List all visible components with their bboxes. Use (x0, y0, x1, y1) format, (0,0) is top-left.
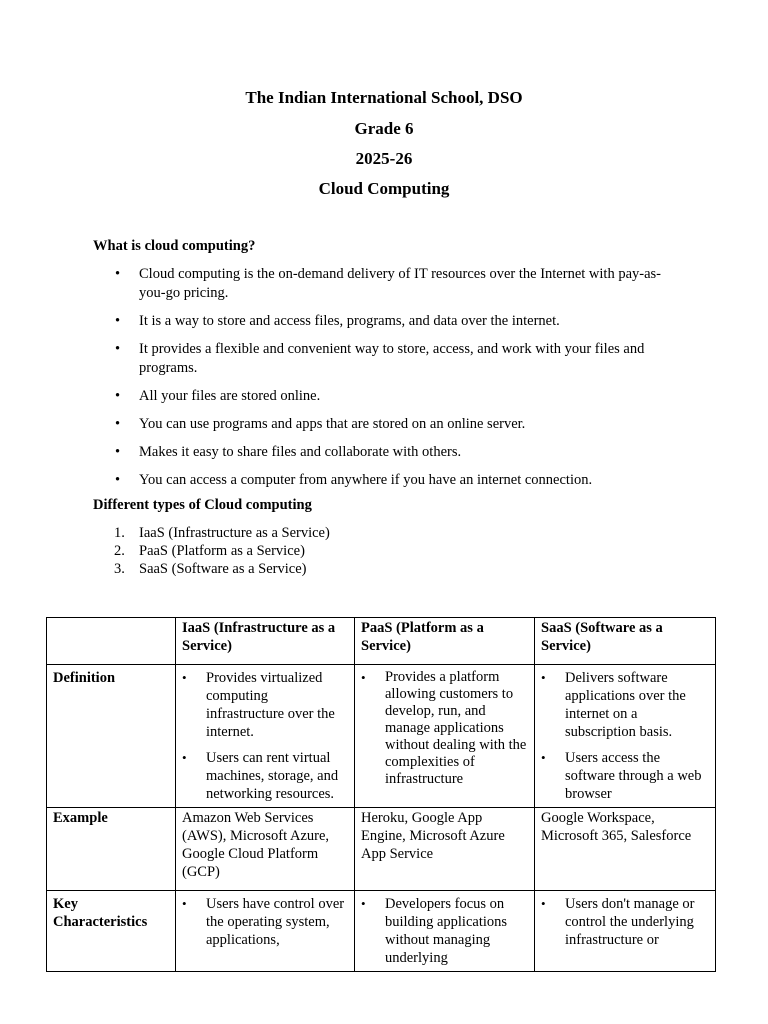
list-item: • Cloud computing is the on-demand delivery of IT resources over the Internet with pay-as-you-go pricing. (115, 266, 661, 301)
list-item: • Provides virtualized computing infrastructure over the internet. (182, 670, 335, 740)
table-row (47, 808, 716, 891)
bullet-icon: • (361, 670, 366, 685)
bullet-icon: • (541, 896, 546, 911)
year-title: 2025-26 (355, 149, 413, 168)
list-item: • All your files are stored online. (115, 388, 321, 404)
list-item: • It is a way to store and access files, programs, and data over the internet. (115, 313, 560, 329)
cell-definition-iaas (176, 665, 355, 808)
bullet-icon: • (115, 472, 121, 488)
bullet-icon: • (541, 750, 546, 765)
cell-example-iaas: Amazon Web Services (AWS), Microsoft Azure, Google Cloud Platform (GCP) (176, 808, 355, 891)
bullet-icon: • (115, 313, 121, 329)
bullet-icon: • (182, 896, 187, 911)
bullet-icon: • (115, 416, 121, 432)
cell-characteristics-iaas (176, 891, 355, 972)
table-header-iaas: IaaS (Infrastructure as a Service) (176, 618, 355, 665)
cell-example-paas: Heroku, Google App Engine, Microsoft Azure App Service (355, 808, 535, 891)
bullet-icon: • (115, 266, 121, 282)
list-item: 2. PaaS (Platform as a Service) (114, 543, 305, 559)
school-title: The Indian International School, DSO (245, 88, 523, 107)
table-header-paas: PaaS (Platform as a Service) (355, 618, 535, 665)
list-item: • It provides a flexible and convenient way to store, access, and work with your files and programs. (115, 341, 645, 376)
types-numbered-list (93, 524, 330, 578)
list-item: • Delivers software applications over the internet on a subscription basis. (541, 670, 686, 740)
row-label-key-characteristics: Key Characteristics (47, 891, 176, 972)
cell-characteristics-paas (355, 891, 535, 972)
bullet-icon: • (115, 341, 121, 357)
cell-characteristics-saas (535, 891, 716, 972)
row-label-example: Example (47, 808, 176, 891)
list-item: • Makes it easy to share files and collaborate with others. (115, 444, 462, 460)
bullet-icon: • (182, 750, 187, 765)
bullet-icon: • (115, 444, 121, 460)
table-row (47, 665, 716, 808)
list-item: 3. SaaS (Software as a Service) (114, 561, 307, 577)
list-item: 1. IaaS (Infrastructure as a Service) (114, 525, 330, 541)
cell-definition-paas (355, 665, 535, 808)
list-item: • Developers focus on building applications without managing underlying (361, 896, 508, 966)
table-header-row (47, 618, 716, 665)
table-header-cell-empty (47, 618, 176, 665)
cell-definition-saas (535, 665, 716, 808)
grade-title: Grade 6 (354, 119, 414, 138)
bullet-icon: • (361, 896, 366, 911)
subject-title: Cloud Computing (318, 179, 450, 198)
list-item: • Users access the software through a web browser (541, 750, 702, 802)
bullet-icon: • (115, 388, 121, 404)
section-heading-what-is: What is cloud computing? (93, 238, 256, 254)
table-header-saas: SaaS (Software as a Service) (535, 618, 716, 665)
definition-bullet-list (93, 265, 673, 499)
table-row (47, 891, 716, 972)
section-heading-types: Different types of Cloud computing (93, 497, 312, 513)
list-item: • You can use programs and apps that are stored on an online server. (115, 416, 526, 432)
list-item: • You can access a computer from anywhere if you have an internet connection. (115, 472, 593, 488)
row-label-definition: Definition (47, 665, 176, 808)
bullet-icon: • (541, 670, 546, 685)
list-item: • Provides a platform allowing customers to develop, run, and manage applications without dealing with the complexities of infrastructure (361, 669, 527, 787)
bullet-icon: • (182, 670, 187, 685)
cell-example-saas: Google Workspace, Microsoft 365, Salesforce (535, 808, 716, 891)
comparison-table (46, 617, 716, 972)
list-item: • Users have control over the operating system, applications, (182, 896, 345, 948)
list-item: • Users can rent virtual machines, storage, and networking resources. (182, 750, 339, 802)
list-item: • Users don't manage or control the underlying infrastructure or (541, 896, 695, 948)
